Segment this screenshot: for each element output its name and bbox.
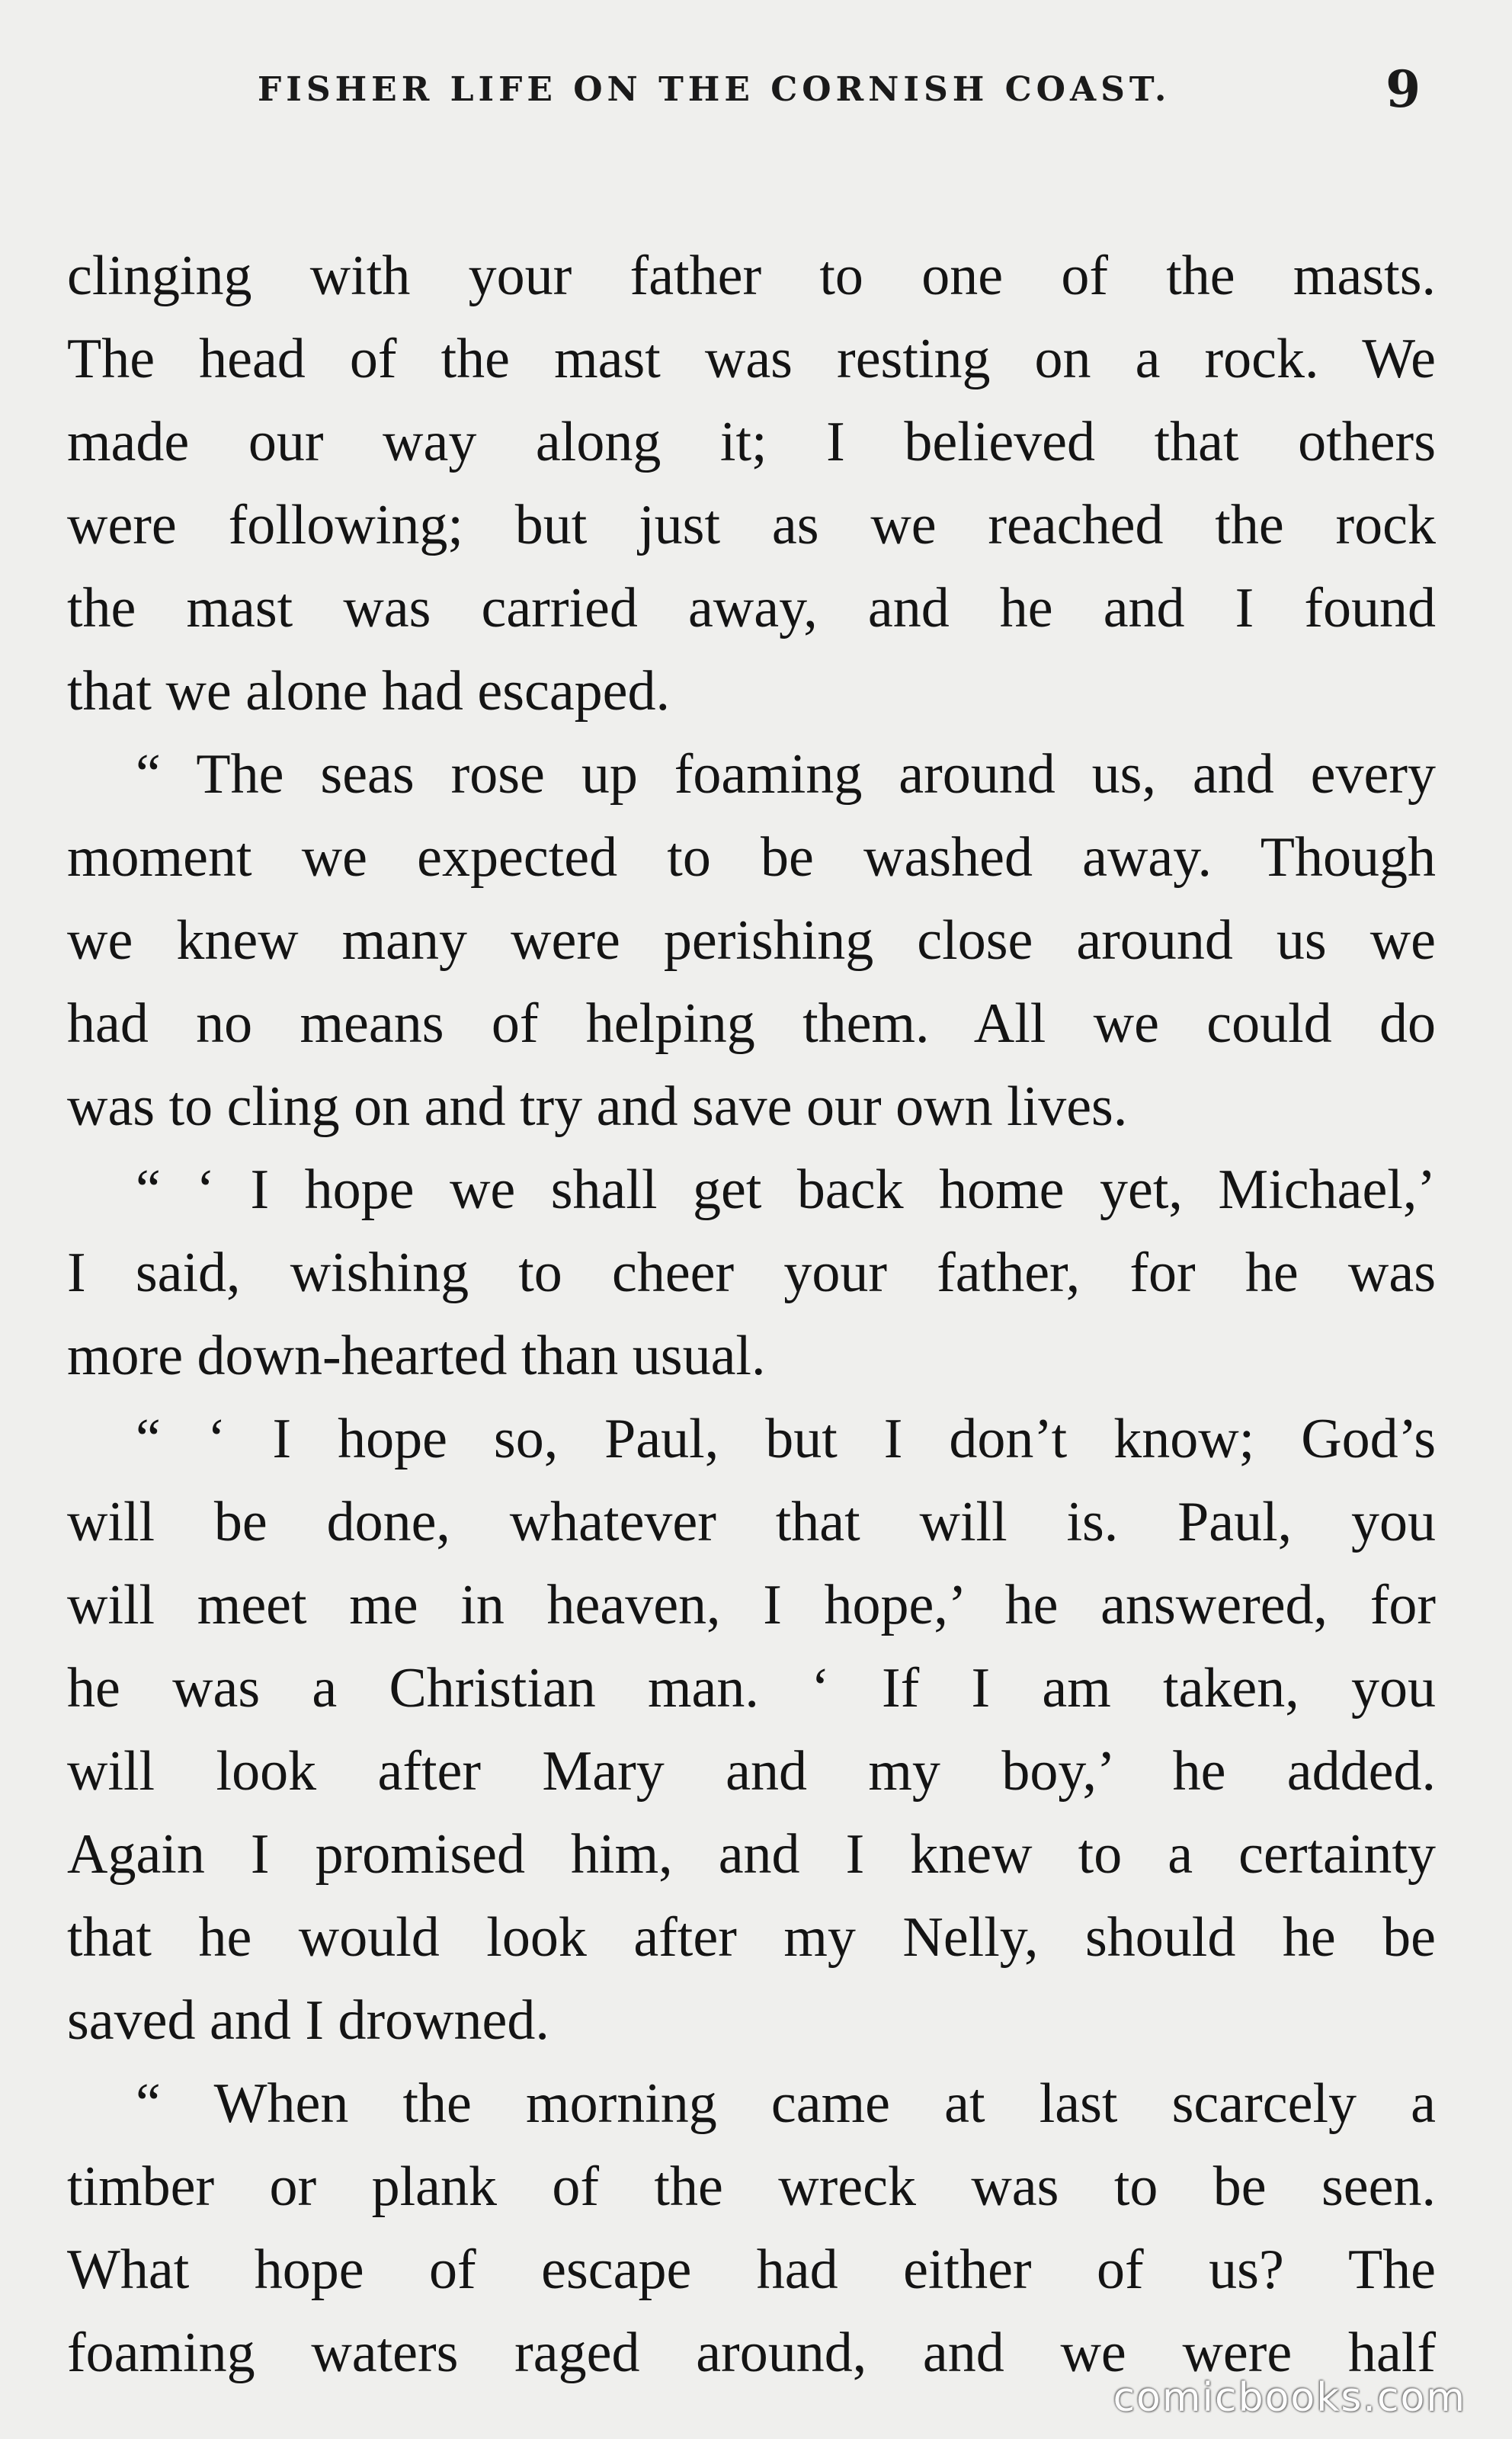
text-line: will look after Mary and my boy,’ he added. [67, 1740, 1436, 1803]
text-line: moment we expected to be washed away. Though [67, 826, 1436, 889]
text-line: he was a Christian man. ‘ If I am taken, you [67, 1657, 1436, 1719]
text-line: foaming waters raged around, and we were half [67, 2322, 1436, 2384]
text-line: that we alone had escaped. [67, 660, 671, 723]
text-line: that he would look after my Nelly, should he be [67, 1906, 1436, 1969]
text-line: “ ‘ I hope we shall get back home yet, Michael,’ [136, 1159, 1436, 1221]
text-line: saved and I drowned. [67, 1989, 549, 2052]
text-line: were following; but just as we reached the rock [67, 494, 1436, 556]
text-line: The head of the mast was resting on a rock. We [67, 328, 1436, 390]
running-title: FISHER LIFE ON THE CORNISH COAST. [258, 70, 1171, 109]
text-line: clinging with your father to one of the masts. [67, 245, 1436, 307]
text-line: was to cling on and try and save our own lives. [67, 1075, 1128, 1138]
text-line: will be done, whatever that will is. Paul, you [67, 1491, 1436, 1553]
text-line: “ ‘ I hope so, Paul, but I don’t know; God’s [136, 1408, 1436, 1470]
text-line: “ When the morning came at last scarcely a [136, 2072, 1436, 2135]
text-line: Again I promised him, and I knew to a certainty [67, 1823, 1436, 1886]
text-line: “ The seas rose up foaming around us, and every [136, 743, 1436, 806]
text-line: made our way along it; I believed that others [67, 411, 1436, 473]
text-line: timber or plank of the wreck was to be seen. [67, 2155, 1436, 2218]
text-line: I said, wishing to cheer your father, for he was [67, 1242, 1436, 1304]
text-line: will meet me in heaven, I hope,’ he answered, for [67, 1574, 1436, 1636]
running-head [67, 59, 1436, 128]
text-line: the mast was carried away, and he and I found [67, 577, 1436, 639]
body-text [67, 235, 1436, 2395]
text-line: had no means of helping them. All we could do [67, 992, 1436, 1055]
page-number: 9 [1385, 59, 1421, 119]
text-line: What hope of escape had either of us? The [67, 2239, 1436, 2301]
text-line: more down-hearted than usual. [67, 1325, 766, 1387]
watermark: comicbooks.com [1113, 2375, 1466, 2421]
text-line: we knew many were perishing close around us we [67, 909, 1436, 972]
